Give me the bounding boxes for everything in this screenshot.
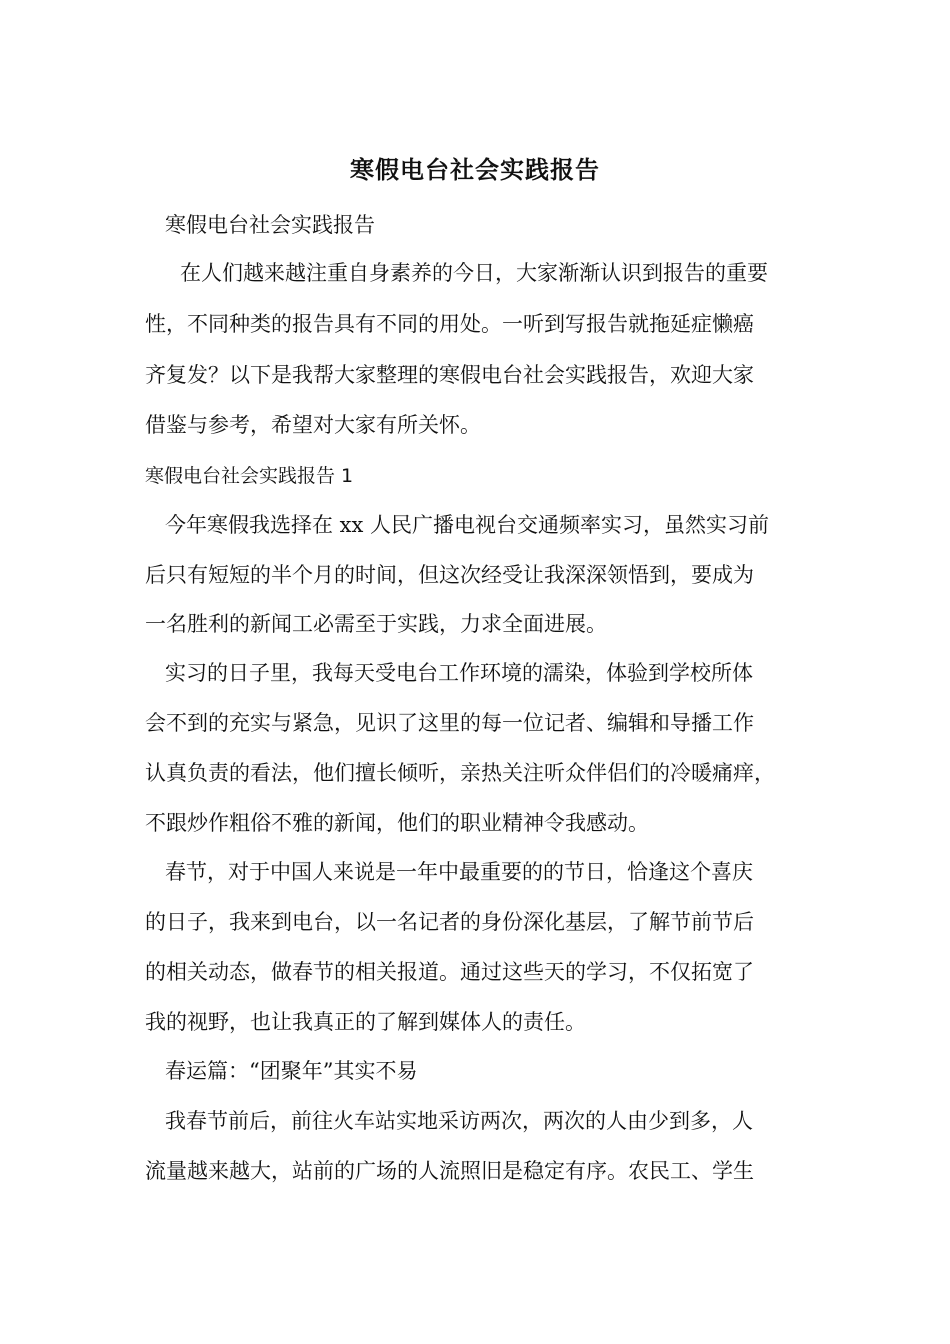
- intro-line: 齐复发？以下是我帮大家整理的寒假电台社会实践报告，欢迎大家: [145, 363, 754, 387]
- paragraph-line: 流量越来越大，站前的广场的人流照旧是稳定有序。农民工、学生: [145, 1159, 754, 1183]
- paragraph-line: 春节，对于中国人来说是一年中最重要的的节日，恰逢这个喜庆: [165, 860, 753, 884]
- paragraph-line: 实习的日子里，我每天受电台工作环境的濡染，体验到学校所体: [165, 661, 753, 685]
- paragraph-line: 今年寒假我选择在 xx 人民广播电视台交通频率实习，虽然实习前: [165, 513, 770, 537]
- paragraph-line: 一名胜利的新闻工必需至于实践，力求全面进展。: [145, 612, 607, 636]
- paragraph-line: 后只有短短的半个月的时间，但这次经受让我深深领悟到，要成为: [145, 563, 754, 587]
- intro-line: 在人们越来越注重自身素养的今日，大家渐渐认识到报告的重要: [180, 261, 768, 285]
- paragraph-line: 的相关动态，做春节的相关报道。通过这些天的学习，不仅拓宽了: [145, 960, 754, 984]
- paragraph-line: 会不到的充实与紧急，见识了这里的每一位记者、编辑和导播工作: [145, 711, 754, 735]
- intro-line: 借鉴与参考，希望对大家有所关怀。: [145, 413, 481, 437]
- paragraph-line: 的日子，我来到电台，以一名记者的身份深化基层，了解节前节后: [145, 910, 754, 934]
- paragraph-line: 我的视野，也让我真正的了解到媒体人的责任。: [145, 1010, 586, 1034]
- intro-line: 性，不同种类的报告具有不同的用处。一听到写报告就拖延症懒癌: [145, 312, 754, 336]
- paragraph-line: 认真负责的看法，他们擅长倾听，亲热关注听众伴侣们的冷暖痛痒，: [145, 761, 775, 785]
- document-subtitle: 寒假电台社会实践报告: [165, 213, 375, 237]
- paragraph-line: 我春节前后，前往火车站实地采访两次，两次的人由少到多，人: [165, 1109, 753, 1133]
- subheading: 春运篇：“团聚年”其实不易: [165, 1059, 418, 1083]
- document-title: 寒假电台社会实践报告: [350, 155, 600, 184]
- paragraph-line: 不跟炒作粗俗不雅的新闻，他们的职业精神令我感动。: [145, 811, 649, 835]
- section-heading: 寒假电台社会实践报告 1: [145, 465, 354, 487]
